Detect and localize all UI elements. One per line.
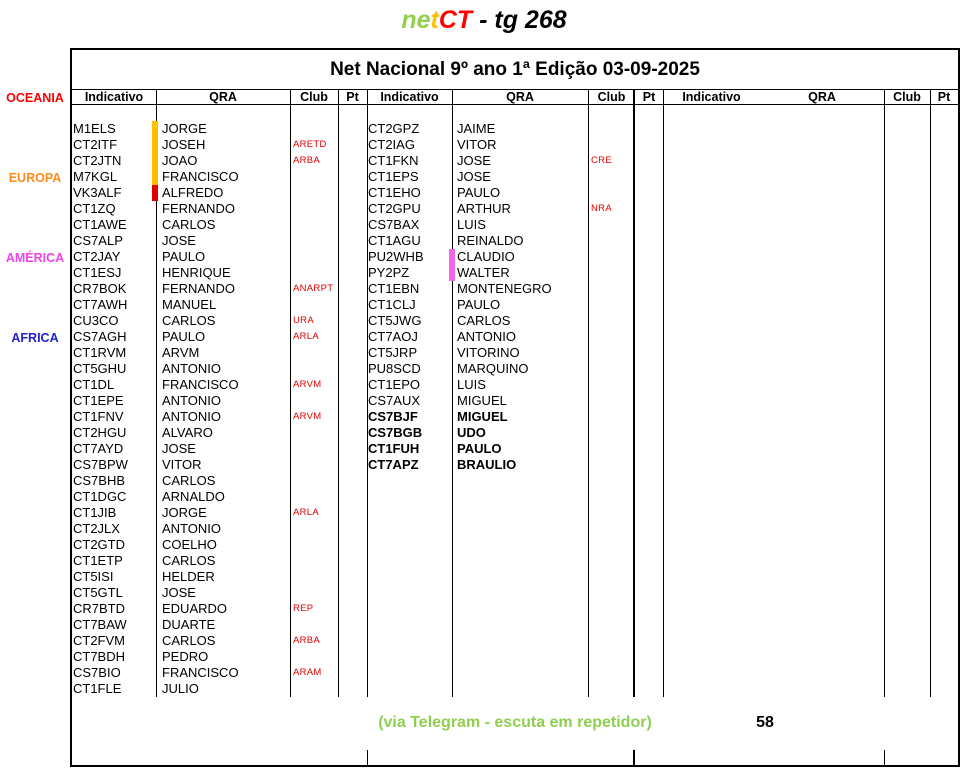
callsign-cell: M1ELS bbox=[73, 121, 116, 136]
column-header: Pt bbox=[937, 90, 951, 104]
callsign-cell: CT1DL bbox=[73, 377, 115, 392]
header-divider bbox=[72, 104, 958, 105]
footer-note: (via Telegram - escuta em repetidor) bbox=[378, 714, 652, 731]
qra-name-cell: BRAULIO bbox=[457, 457, 517, 472]
callsign-cell: CT7AOJ bbox=[368, 329, 418, 344]
continent-label: OCEANIA bbox=[6, 91, 64, 105]
callsign-cell: CT1FKN bbox=[368, 153, 419, 168]
qra-name-cell: PEDRO bbox=[162, 649, 209, 664]
callsign-cell: CT1ESJ bbox=[73, 265, 122, 280]
callsign-cell: CS7BGB bbox=[368, 425, 423, 440]
callsign-cell: M7KGL bbox=[73, 169, 118, 184]
qra-name-cell: PAULO bbox=[457, 441, 502, 456]
qra-name-cell: FERNANDO bbox=[162, 281, 235, 296]
qra-name-cell: ARTHUR bbox=[457, 201, 511, 216]
column-header: Club bbox=[300, 90, 328, 104]
qra-name-cell: CARLOS bbox=[162, 313, 216, 328]
qra-name-cell: ALVARO bbox=[162, 425, 213, 440]
column-divider bbox=[338, 90, 339, 697]
qra-name-cell: JOSE bbox=[162, 441, 196, 456]
qra-name-cell: JORGE bbox=[162, 505, 207, 520]
qra-name-cell: PAULO bbox=[162, 329, 206, 344]
club-cell: ARLA bbox=[293, 507, 320, 518]
continent-marker bbox=[152, 121, 158, 137]
callsign-cell: CT1FUH bbox=[368, 441, 420, 456]
club-cell: ARETD bbox=[293, 139, 327, 150]
qra-name-cell: ALFREDO bbox=[162, 185, 224, 200]
qra-name-cell: ANTONIO bbox=[162, 409, 221, 424]
qra-name-cell: UDO bbox=[457, 425, 486, 440]
column-divider bbox=[663, 90, 664, 697]
qra-name-cell: JOAO bbox=[162, 153, 198, 168]
callsign-cell: CT2FVM bbox=[73, 633, 125, 648]
club-cell: CRE bbox=[591, 155, 612, 166]
continent-marker bbox=[152, 137, 158, 153]
continent-label: AFRICA bbox=[11, 331, 59, 345]
club-cell: REP bbox=[293, 603, 314, 614]
column-header: Club bbox=[597, 90, 626, 104]
qra-name-cell: ANTONIO bbox=[162, 521, 221, 536]
callsign-cell: CT5GHU bbox=[73, 361, 127, 376]
qra-name-cell: ARNALDO bbox=[162, 489, 225, 504]
qra-name-cell: JULIO bbox=[162, 681, 199, 696]
callsign-cell: CT1RVM bbox=[73, 345, 127, 360]
callsign-cell: CT1EPS bbox=[368, 169, 419, 184]
callsign-cell: CT1AGU bbox=[368, 233, 421, 248]
callsign-cell: CU3CO bbox=[73, 313, 119, 328]
club-cell: ARVM bbox=[293, 379, 322, 390]
column-header: QRA bbox=[808, 90, 836, 104]
callsign-cell: CT1EPE bbox=[73, 393, 124, 408]
qra-name-cell: FRANCISCO bbox=[162, 377, 239, 392]
column-header: Indicativo bbox=[682, 90, 741, 104]
callsign-cell: CT1FLE bbox=[73, 681, 122, 696]
brand-title bbox=[0, 4, 968, 36]
club-cell: ARAM bbox=[293, 667, 322, 678]
callsign-cell: PU2WHB bbox=[368, 249, 424, 264]
qra-name-cell: CARLOS bbox=[162, 217, 216, 232]
continent-label: AMÉRICA bbox=[5, 251, 65, 265]
callsign-cell: CS7BPW bbox=[73, 457, 128, 472]
column-header: QRA bbox=[209, 90, 237, 104]
qra-name-cell: HENRIQUE bbox=[162, 265, 231, 280]
column-divider bbox=[290, 90, 291, 697]
callsign-cell: CT1EBN bbox=[368, 281, 420, 296]
qra-name-cell: LUIS bbox=[457, 377, 486, 392]
brand-part: CT bbox=[438, 6, 473, 34]
qra-name-cell: CARLOS bbox=[162, 473, 216, 488]
callsign-cell: CT1ZQ bbox=[73, 201, 116, 216]
column-divider bbox=[930, 90, 931, 697]
continent-marker bbox=[152, 153, 158, 169]
column-header: Indicativo bbox=[380, 90, 439, 104]
continent-marker bbox=[152, 185, 158, 201]
callsign-cell: CS7BIO bbox=[73, 665, 121, 680]
qra-name-cell: JORGE bbox=[162, 121, 207, 136]
qra-name-cell: ANTONIO bbox=[162, 361, 221, 376]
club-cell: NRA bbox=[591, 203, 612, 214]
column-divider bbox=[452, 90, 453, 697]
column-divider-stub bbox=[367, 750, 368, 765]
qra-name-cell: REINALDO bbox=[457, 233, 524, 248]
callsign-cell: CS7BJF bbox=[368, 409, 418, 424]
qra-name-cell: PAULO bbox=[457, 185, 501, 200]
qra-name-cell: MIGUEL bbox=[457, 409, 508, 424]
callsign-cell: CT2JLX bbox=[73, 521, 120, 536]
qra-name-cell: LUIS bbox=[457, 217, 486, 232]
page-title: Net Nacional 9º ano 1ª Edição 03-09-2025 bbox=[330, 59, 700, 80]
qra-name-cell: DUARTE bbox=[162, 617, 216, 632]
callsign-cell: CT7AWH bbox=[73, 297, 128, 312]
callsign-cell: CT1EHO bbox=[368, 185, 421, 200]
qra-name-cell: MARQUINO bbox=[457, 361, 529, 376]
callsign-cell: CT5ISI bbox=[73, 569, 114, 584]
qra-name-cell: ANTONIO bbox=[457, 329, 516, 344]
callsign-cell: CT2ITF bbox=[73, 137, 118, 152]
club-cell: ARVM bbox=[293, 411, 322, 422]
brand-part: t bbox=[430, 6, 439, 34]
column-header: Pt bbox=[642, 90, 656, 104]
qra-name-cell: HELDER bbox=[162, 569, 215, 584]
qra-name-cell: VITOR bbox=[162, 457, 202, 472]
qra-name-cell: MANUEL bbox=[162, 297, 217, 312]
brand-part: - tg 268 bbox=[472, 6, 567, 34]
club-cell: ARBA bbox=[293, 155, 321, 166]
continent-label: EUROPA bbox=[8, 171, 62, 185]
column-header: Pt bbox=[346, 90, 359, 104]
callsign-cell: CT7BAW bbox=[73, 617, 127, 632]
callsign-cell: CT7AYD bbox=[73, 441, 124, 456]
qra-name-cell: JOSEH bbox=[162, 137, 206, 152]
callsign-cell: CS7ALP bbox=[73, 233, 123, 248]
qra-name-cell: ANTONIO bbox=[162, 393, 221, 408]
callsign-cell: CT2GTD bbox=[73, 537, 125, 552]
continent-marker bbox=[449, 249, 455, 265]
qra-name-cell: CARLOS bbox=[162, 633, 216, 648]
qra-name-cell: FRANCISCO bbox=[162, 169, 239, 184]
continent-marker bbox=[152, 169, 158, 185]
callsign-cell: CT1AWE bbox=[73, 217, 127, 232]
column-divider bbox=[588, 90, 589, 697]
qra-name-cell: MIGUEL bbox=[457, 393, 507, 408]
qra-name-cell: CLAUDIO bbox=[457, 249, 515, 264]
column-header: Club bbox=[893, 90, 921, 104]
callsign-cell: CT1JIB bbox=[73, 505, 117, 520]
qra-name-cell: JOSE bbox=[162, 585, 196, 600]
callsign-cell: CT7BDH bbox=[73, 649, 126, 664]
qra-name-cell: CARLOS bbox=[457, 313, 511, 328]
callsign-cell: CT5JRP bbox=[368, 345, 418, 360]
qra-name-cell: FRANCISCO bbox=[162, 665, 239, 680]
callsign-cell: PU8SCD bbox=[368, 361, 421, 376]
qra-name-cell: VITORINO bbox=[457, 345, 520, 360]
callsign-cell: CT7APZ bbox=[368, 457, 419, 472]
qra-name-cell: WALTER bbox=[457, 265, 510, 280]
qra-name-cell: JOSE bbox=[457, 153, 491, 168]
qra-name-cell: PAULO bbox=[457, 297, 501, 312]
callsign-cell: CT2JAY bbox=[73, 249, 121, 264]
callsign-cell: CT2JTN bbox=[73, 153, 122, 168]
qra-name-cell: EDUARDO bbox=[162, 601, 228, 616]
column-header: Indicativo bbox=[84, 90, 144, 104]
callsign-cell: CT2IAG bbox=[368, 137, 415, 152]
callsign-cell: PY2PZ bbox=[368, 265, 410, 280]
callsign-cell: CS7AGH bbox=[73, 329, 127, 344]
callsign-cell: CT1CLJ bbox=[368, 297, 416, 312]
callsign-cell: CR7BOK bbox=[73, 281, 127, 296]
callsign-cell: VK3ALF bbox=[73, 185, 122, 200]
qra-name-cell: CARLOS bbox=[162, 553, 216, 568]
brand-part: ne bbox=[401, 6, 431, 34]
callsign-cell: CS7AUX bbox=[368, 393, 421, 408]
callsign-cell: CS7BHB bbox=[73, 473, 126, 488]
club-cell: URA bbox=[293, 315, 314, 326]
participant-count: 58 bbox=[756, 714, 774, 731]
callsign-cell: CT5GTL bbox=[73, 585, 123, 600]
callsign-cell: CT2GPU bbox=[368, 201, 421, 216]
qra-name-cell: JOSE bbox=[162, 233, 196, 248]
column-header: QRA bbox=[506, 90, 534, 104]
continent-marker bbox=[449, 265, 455, 281]
qra-name-cell: JAIME bbox=[457, 121, 496, 136]
club-cell: ARBA bbox=[293, 635, 321, 646]
qra-name-cell: JOSE bbox=[457, 169, 491, 184]
qra-name-cell: PAULO bbox=[162, 249, 206, 264]
qra-name-cell: ARVM bbox=[162, 345, 200, 360]
column-divider-stub bbox=[633, 750, 635, 765]
qra-name-cell: VITOR bbox=[457, 137, 497, 152]
callsign-cell: CT1DGC bbox=[73, 489, 127, 504]
qra-name-cell: COELHO bbox=[162, 537, 217, 552]
callsign-cell: CT1FNV bbox=[73, 409, 124, 424]
callsign-cell: CT1EPO bbox=[368, 377, 421, 392]
callsign-cell: CT2HGU bbox=[73, 425, 127, 440]
column-divider bbox=[633, 90, 635, 697]
qra-name-cell: MONTENEGRO bbox=[457, 281, 552, 296]
qra-name-cell: FERNANDO bbox=[162, 201, 235, 216]
club-cell: ANARPT bbox=[293, 283, 334, 294]
callsign-cell: CT1ETP bbox=[73, 553, 123, 568]
callsign-cell: CT2GPZ bbox=[368, 121, 420, 136]
column-divider-stub bbox=[884, 750, 885, 765]
callsign-cell: CR7BTD bbox=[73, 601, 126, 616]
column-divider bbox=[884, 90, 885, 697]
club-cell: ARLA bbox=[293, 331, 320, 342]
callsign-cell: CT5JWG bbox=[368, 313, 422, 328]
callsign-cell: CS7BAX bbox=[368, 217, 420, 232]
